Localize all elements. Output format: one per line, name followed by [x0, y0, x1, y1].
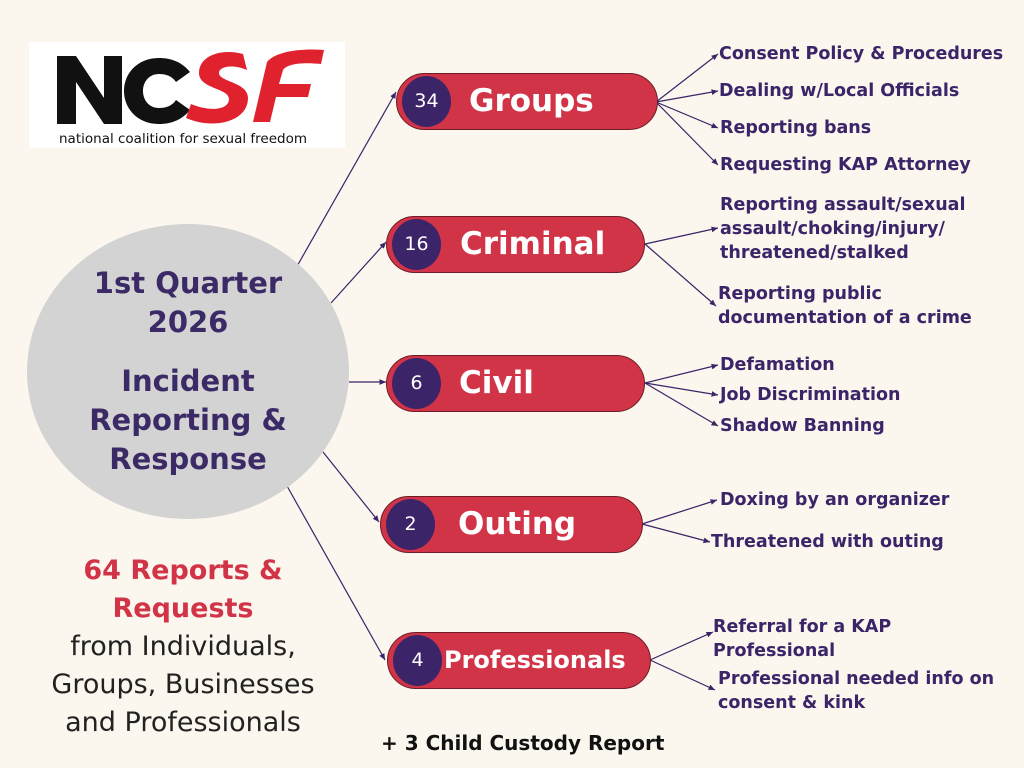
category-count: 34: [402, 76, 451, 127]
logo-tagline: national coalition for sexual freedom: [59, 131, 308, 147]
category-pill-professionals: [387, 632, 651, 689]
reports-sources-line: from Individuals,: [70, 631, 296, 662]
reports-total-line: 64 Reports &: [83, 555, 283, 586]
category-label: Criminal: [460, 226, 606, 262]
category-label: Groups: [469, 83, 594, 119]
hub-title-line: Incident: [121, 364, 255, 398]
leaf-item-line: Reporting assault/sexual: [720, 195, 966, 215]
reports-total: [18, 552, 348, 628]
leaf-item: Shadow Banning: [720, 416, 885, 436]
leaf-item: [713, 615, 891, 663]
leaf-item: Consent Policy & Procedures: [719, 44, 1004, 64]
leaf-item-line: Referral for a KAP: [713, 617, 892, 637]
leaf-item: Threatened with outing: [711, 532, 944, 552]
hub-title-line: Response: [109, 442, 267, 476]
category-pill-criminal: [386, 216, 645, 273]
quarter-line: 1st Quarter: [93, 266, 283, 300]
leaf-item: Job Discrimination: [720, 385, 901, 405]
leaf-item: Requesting KAP Attorney: [720, 155, 971, 175]
leaf-item: Reporting bans: [720, 118, 872, 138]
reports-total-line: Requests: [112, 593, 254, 624]
category-label: Outing: [458, 506, 577, 542]
category-count: 6: [392, 358, 441, 409]
category-label: Civil: [459, 365, 534, 401]
leaf-item-line: Professional: [713, 641, 836, 661]
category-count: 2: [386, 499, 435, 550]
reports-sources: [18, 628, 348, 742]
reports-sources-line: Groups, Businesses: [51, 669, 315, 700]
category-count: 16: [392, 219, 441, 270]
hub-title: [27, 362, 349, 479]
category-pill-outing: [380, 496, 643, 553]
leaf-item: [718, 282, 972, 330]
leaf-item-line: consent & kink: [718, 693, 866, 713]
leaf-item: [720, 193, 965, 265]
category-count: 4: [393, 635, 442, 686]
leaf-item: Doxing by an organizer: [720, 490, 950, 510]
quarter-line: 2026: [147, 305, 229, 339]
ncsf-logo: [29, 42, 345, 148]
leaf-item-line: threatened/stalked: [720, 243, 909, 263]
leaf-item-line: assault/choking/injury/: [720, 219, 945, 239]
leaf-item: Dealing w/Local Officials: [719, 81, 960, 101]
leaf-item-line: documentation of a crime: [718, 308, 972, 328]
category-pill-civil: [386, 355, 645, 412]
category-label: Professionals: [444, 646, 626, 674]
category-pill-groups: [396, 73, 658, 130]
reports-sources-line: and Professionals: [65, 707, 301, 738]
leaf-item-line: Reporting public: [718, 284, 882, 304]
footer-note: + 3 Child Custody Report: [381, 731, 665, 755]
leaf-item: [718, 667, 994, 715]
leaf-item-line: Professional needed info on: [718, 669, 995, 689]
leaf-item: Defamation: [720, 355, 835, 375]
quarter-heading: [27, 264, 349, 342]
hub-title-line: Reporting &: [89, 403, 287, 437]
